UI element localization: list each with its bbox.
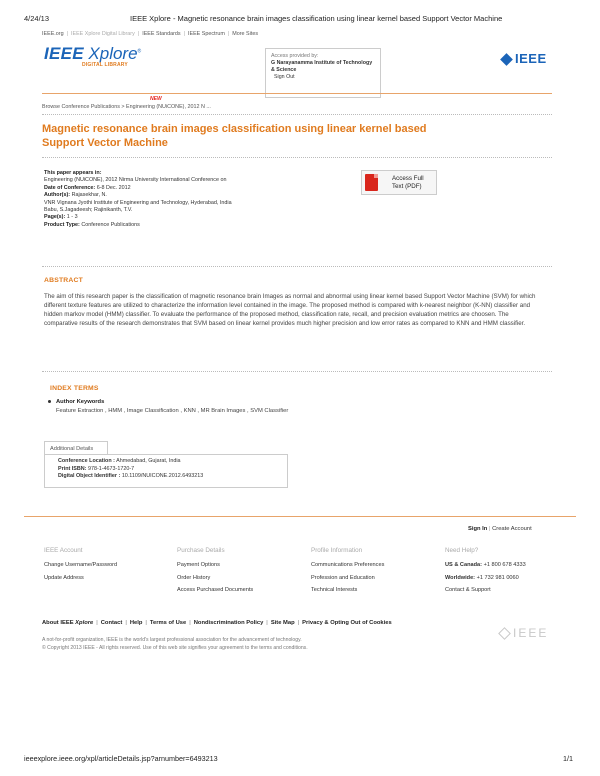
help-link[interactable]: Help	[129, 620, 143, 626]
pdf-icon	[365, 174, 378, 191]
sign-in-link[interactable]: Sign In	[468, 526, 488, 532]
appears-value[interactable]: Engineering (NUiCONE), 2012 Nirma University International Conference on	[44, 177, 227, 184]
article-title: Magnetic resonance brain images classification using linear kernel based Support Vector Machine	[42, 123, 427, 149]
contact-link[interactable]: Contact	[100, 620, 123, 626]
profession-link[interactable]: Profession and Education	[311, 574, 375, 581]
author-keywords-group[interactable]: Author Keywords	[56, 399, 105, 405]
nav-spectrum[interactable]: IEEE Spectrum	[187, 31, 225, 37]
isbn-label: Print ISBN:	[58, 465, 87, 472]
terms-link[interactable]: Terms of Use	[149, 620, 187, 626]
ieee-footer-text: IEEE	[513, 626, 549, 640]
change-username-link[interactable]: Change Username/Password	[44, 562, 118, 568]
nondiscrimination-link[interactable]: Nondiscrimination Policy	[193, 620, 264, 626]
footer-divider	[24, 516, 576, 517]
logo-reg-mark: ®	[137, 48, 142, 55]
contact-support-link[interactable]: Contact & Support	[445, 587, 491, 593]
author-1[interactable]: Rajasekhar, N.	[71, 192, 107, 199]
ieee-xplore-logo[interactable]	[44, 44, 141, 68]
logo-xplore: Xplore	[88, 44, 138, 63]
technical-interests-link[interactable]: Technical Interests	[311, 587, 358, 593]
location-label: Conference Location :	[58, 458, 115, 464]
access-provided-box	[265, 48, 381, 98]
location-value: Ahmedabad, Gujarat, India	[116, 458, 181, 464]
us-canada-value: +1 800 678 4333	[483, 562, 526, 568]
access-purchased-link[interactable]: Access Purchased Documents	[177, 587, 254, 593]
access-institution: G Narayanamma Institute of Technology & Science	[271, 60, 373, 73]
create-account-link[interactable]: Create Account	[492, 526, 532, 532]
footer-col-heading: IEEE Account	[44, 547, 83, 554]
privacy-link[interactable]: Privacy & Opting Out of Cookies	[302, 620, 392, 626]
nav-standards[interactable]: IEEE Standards	[142, 31, 181, 37]
other-authors[interactable]: Babu, S.Jagadeesh; Rajinikanth, T.V.	[44, 207, 133, 214]
footer-col-help	[445, 547, 526, 597]
abstract-heading: ABSTRACT	[44, 277, 83, 284]
isbn-value: 978-1-4673-1720-7	[87, 465, 135, 472]
pages-value: 1 - 3	[66, 214, 78, 221]
about-link[interactable]: About IEEE Xplore	[42, 620, 94, 626]
abstract-text: The aim of this research paper is the classification of magnetic resonance brain Images as normal and abnormal using linear kernel based Support Vector Machine (SVM) for which different texture features are utilized to characterize the information level contained in the image. The proposed method is compared with k-nearest neighbor (K-NN) classifier and hidden markov model (HMM) classifier. To evaluate the performance of the proposed method, classification rate, recall, and precision evaluation metrics are choosen. The comparative results of the research demonstrates that SVM based on linear kernel provides much higher precision and low error rates as compared to KNN and HMM classifier.	[44, 293, 536, 328]
worldwide-value: +1 732 981 0060	[476, 574, 519, 581]
print-date: 4/24/13	[24, 14, 50, 23]
account-links: Sign In | Create Account	[468, 526, 532, 532]
index-terms-heading: INDEX TERMS	[50, 385, 99, 392]
logo-ieee: IEEE	[44, 44, 84, 63]
doi-label: Digital Object Identifier :	[58, 473, 121, 480]
product-type-value: Conference Publications	[81, 221, 140, 228]
nav-ieee-org[interactable]: IEEE.org	[42, 31, 64, 37]
site-map-link[interactable]: Site Map	[270, 620, 295, 626]
us-canada-phone	[445, 559, 526, 572]
print-url: ieeexplore.ieee.org/xpl/articleDetails.jsp?arnumber=6493213	[24, 754, 218, 763]
nonprofit-statement: A not-for-profit organization, IEEE is the world's largest professional association for the advancement of technology.	[42, 637, 302, 643]
fine-print	[42, 636, 462, 652]
pdf-label-line1: Access Full	[392, 175, 424, 182]
meta-divider	[42, 266, 552, 267]
ieee-brand-text: IEEE	[515, 51, 547, 66]
nav-xplore[interactable]: IEEE Xplore Digital Library	[70, 31, 135, 37]
ieee-footer-logo	[500, 626, 548, 640]
title-divider	[42, 157, 552, 158]
order-history-link[interactable]: Order History	[177, 574, 211, 581]
sign-out-link[interactable]: Sign Out	[274, 74, 295, 80]
new-badge: NEW	[150, 96, 162, 102]
payment-options-link[interactable]: Payment Options	[177, 562, 220, 568]
abstract-divider	[42, 371, 552, 372]
footer-col-heading: Profile Information	[311, 547, 363, 554]
pages-label: Page(s):	[44, 214, 66, 221]
pdf-label-line2: Text (PDF)	[392, 182, 422, 190]
worldwide-label: Worldwide:	[445, 574, 476, 581]
header-divider	[42, 93, 552, 94]
ieee-brand[interactable]	[502, 51, 547, 66]
additional-details-panel	[44, 454, 288, 488]
ieee-footer-diamond-icon	[498, 627, 511, 640]
breadcrumb-divider	[42, 114, 552, 115]
date-value: 6-8 Dec. 2012	[96, 184, 131, 191]
footer-col-purchase	[177, 547, 253, 597]
communications-link[interactable]: Communications Preferences	[311, 562, 385, 568]
print-page-title: IEEE Xplore - Magnetic resonance brain images classification using linear kernel based Support Vector Machine	[130, 14, 503, 23]
appears-label: This paper appears in:	[44, 170, 102, 176]
bottom-links: About IEEE Xplore | Contact | Help | Terms of Use | Nondiscrimination Policy | Site Map | Privacy & Opting Out of Cookies	[42, 620, 392, 626]
breadcrumb[interactable]: Browse Conference Publications > Engineering (NUiCONE), 2012 N ...	[42, 104, 211, 110]
additional-details-tab[interactable]: Additional Details	[44, 441, 108, 455]
access-full-text-pdf-button[interactable]	[361, 170, 437, 195]
print-page-number: 1/1	[563, 754, 573, 763]
product-type-label: Product Type:	[44, 221, 80, 228]
worldwide-phone	[445, 572, 526, 585]
nav-more-sites[interactable]: More Sites	[232, 31, 259, 37]
access-label: Access provided by:	[271, 53, 319, 59]
footer-col-account	[44, 547, 117, 584]
logo-subtitle: DIGITAL LIBRARY	[82, 62, 128, 68]
footer-col-heading: Need Help?	[445, 547, 479, 554]
footer-col-heading: Purchase Details	[177, 547, 225, 554]
doi-value[interactable]: 10.1109/NUICONE.2012.6493213	[121, 473, 204, 480]
ieee-diamond-icon	[500, 53, 513, 66]
authors-label: Author(s):	[44, 192, 71, 199]
update-address-link[interactable]: Update Address	[44, 574, 84, 581]
top-nav: IEEE.org | IEEE Xplore Digital Library | IEEE Standards | IEEE Spectrum | More Sites	[42, 31, 259, 37]
author-affiliation: VNR Vignana Jyothi Institute of Engineering and Technology, Hyderabad, India	[44, 199, 232, 206]
us-canada-label: US & Canada:	[445, 562, 482, 568]
date-label: Date of Conference:	[44, 184, 96, 191]
copyright-statement: © Copyright 2013 IEEE - All rights reserved. Use of this web site signifies your agreement to the terms and conditions.	[42, 645, 308, 651]
author-keywords-list[interactable]: Feature Extraction , HMM , Image Classification , KNN , MR Brain Images , SVM Classifier	[56, 408, 289, 414]
footer-col-profile	[311, 547, 384, 597]
article-metadata	[44, 170, 259, 229]
